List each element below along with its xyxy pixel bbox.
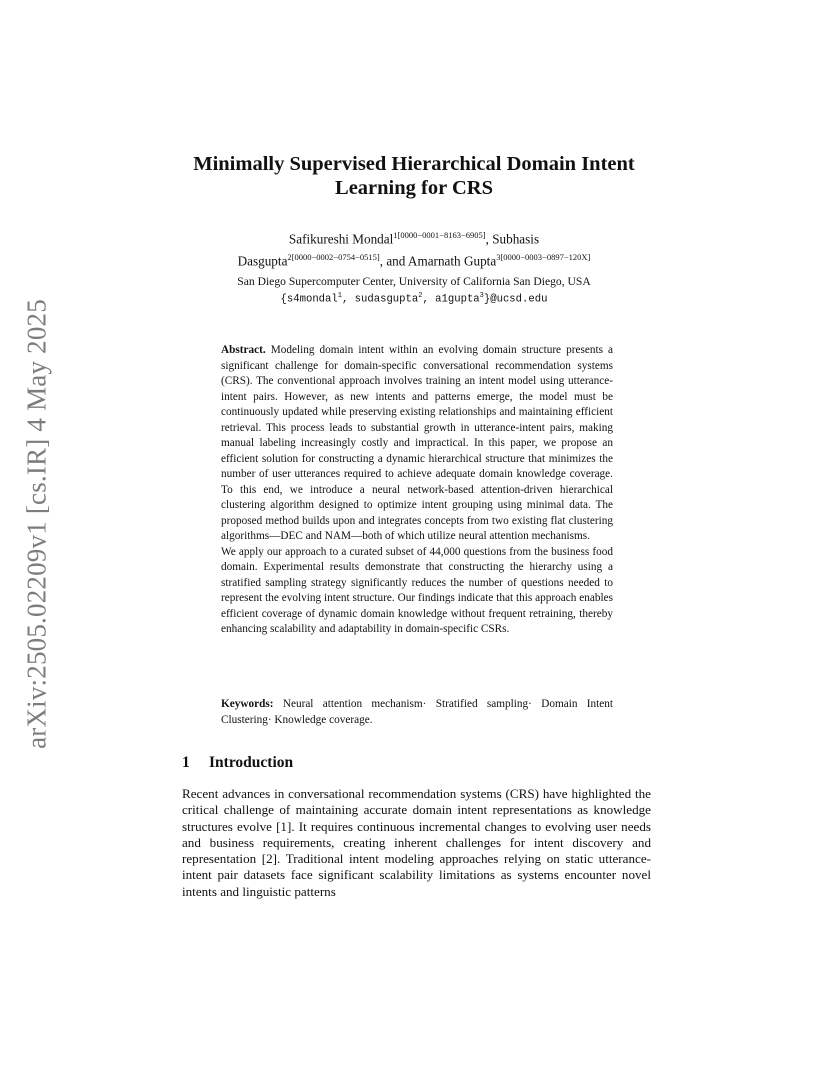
abstract-paragraph-1 <box>221 343 613 545</box>
email-list <box>170 289 658 308</box>
keywords <box>221 697 613 728</box>
author-list <box>170 226 658 271</box>
abstract-text-1: Modeling domain intent within an evolving domain structure presents a significant challenge for domain-specific conversational recommendation systems (CRS). The conventional approach involves training an intent model using utterance-intent pairs. However, as new intents and patterns emerge, the model must be continuously updated while preserving existing relationships and maintaining efficient retrieval. This process leads to substantial growth in utterance-intent pairs, making manual labeling increasingly costly and impractical. In this paper, we propose an efficient solution for constructing a dynamic hierarchical structure that minimizes the number of user utterances required to achieve adequate domain knowledge coverage. To this end, we introduce a neural network-based attention-driven hierarchical clustering algorithm designed to optimize intent grouping using minimal data. The proposed method builds upon and integrates concepts from two existing flat clustering algorithms—DEC and NAM—both of which utilize neural attention mechanisms. <box>221 344 614 542</box>
email-sup-2: 2 <box>418 292 423 300</box>
title-line-1: Minimally Supervised Hierarchical Domain Intent <box>193 153 635 175</box>
arxiv-identifier: arXiv:2505.02209v1 [cs.IR] 4 May 2025 <box>21 299 52 749</box>
email-mid-2: , a1gupta <box>422 293 480 306</box>
keywords-text: Neural attention mechanism· Stratified sampling· Domain Intent Clustering· Knowledge coverage. <box>221 698 614 726</box>
abstract-paragraph-2: We apply our approach to a curated subset of 44,000 questions from the business food domain. Experimental results demonstrate that constructing the hierarchy using a stratified sampling strategy significantly reduces the number of questions needed to represent the evolving intent structure. Our findings indicate that this approach enables efficient coverage of dynamic domain knowledge without frequent retraining, thereby enhancing scalability and adaptability in domain-specific CSRs. <box>221 545 613 635</box>
introduction-body <box>182 786 651 900</box>
email-open: {s4mondal <box>280 293 338 306</box>
author-2-name-part1: , Subhasis <box>485 231 540 247</box>
section-heading <box>182 754 293 772</box>
abstract-label: Abstract. <box>221 344 266 356</box>
section-number: 1 <box>182 754 190 771</box>
author-3-name: , and Amarnath Gupta <box>379 253 497 269</box>
affiliation-block <box>170 274 658 308</box>
body-paragraph: Recent advances in conversational recommendation systems (CRS) have highlighted the critical challenge of maintaining accurate domain intent representations as knowledge structures evolve [1]. It requires continuous incremental changes to evolving user needs and business requirements, creating inherent challenges for intent discovery and representation [2]. Traditional intent modeling approaches relying on static utterance-intent pair datasets face significant scalability limitations as systems encounter novel intents and linguistic patterns <box>182 786 651 899</box>
email-sup-1: 1 <box>337 292 342 300</box>
abstract <box>221 343 613 638</box>
author-2-name-part2: Dasgupta <box>237 253 288 269</box>
author-1-name: Safikureshi Mondal <box>288 231 394 247</box>
author-3-orcid: 3[0000−0003−0897−120X] <box>496 252 591 263</box>
arxiv-sidebar <box>12 298 62 750</box>
paper-title <box>170 152 658 200</box>
author-2-orcid: 2[0000−0002−0754−0515] <box>287 252 380 263</box>
email-sup-3: 3 <box>479 292 484 300</box>
section-title: Introduction <box>209 754 294 771</box>
keywords-label: Keywords: <box>221 698 274 710</box>
title-line-2: Learning for CRS <box>335 177 493 199</box>
author-1-orcid: 1[0000−0001−8163−6905] <box>393 230 486 240</box>
email-mid-1: , sudasgupta <box>341 293 419 306</box>
affiliation: San Diego Supercomputer Center, University of California San Diego, USA <box>237 275 591 288</box>
email-close: }@ucsd.edu <box>483 293 548 306</box>
